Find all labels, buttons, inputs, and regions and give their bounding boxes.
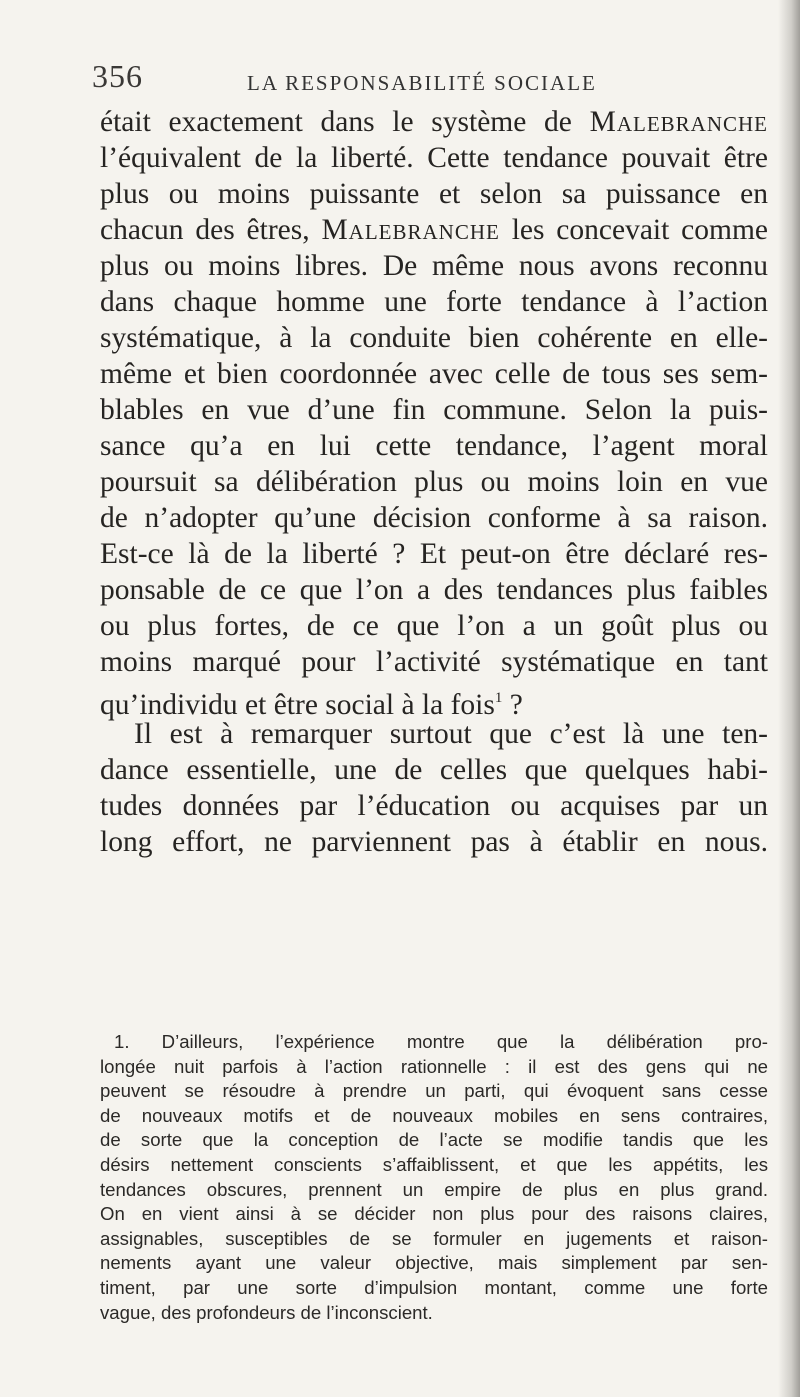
text-line: systématique, à la conduite bien cohérente en elle- xyxy=(100,322,768,354)
text-line: dance essentielle, une de celles que quelques habi- xyxy=(100,754,768,786)
text-line: chacun des êtres, Malebranche les concevait comme xyxy=(100,214,768,246)
footnote-line: de nouveaux motifs et de nouveaux mobiles en sens contraires, xyxy=(100,1104,768,1126)
footnote-line: nements ayant une valeur objective, mais simplement par sen- xyxy=(100,1252,768,1274)
text-line: Est-ce là de la liberté ? Et peut-on être déclaré res- xyxy=(100,538,768,570)
text-line: ponsable de ce que l’on a des tendances plus faibles xyxy=(100,574,768,606)
text-line: même et bien coordonnée avec celle de tous ses sem- xyxy=(100,358,768,390)
text-line: long effort, ne parviennent pas à établir en nous. xyxy=(100,826,768,858)
text-line: plus ou moins libres. De même nous avons reconnu xyxy=(100,250,768,282)
text-line: était exactement dans le système de Malebranche xyxy=(100,106,768,138)
text-line: ou plus fortes, de ce que l’on a un goût plus ou xyxy=(100,610,768,642)
author-name: Malebranche xyxy=(321,214,500,246)
footnote-line: assignables, susceptibles de se formuler en jugements et raison- xyxy=(100,1227,768,1249)
page-number: 356 xyxy=(92,58,143,94)
footnote-line: On en vient ainsi à se décider non plus pour des raisons claires, xyxy=(100,1203,768,1225)
running-title: LA RESPONSABILITÉ SOCIALE xyxy=(247,71,597,95)
footnote-reference: 1 xyxy=(494,690,503,706)
page-header xyxy=(92,58,772,98)
text-line: blables en vue d’une fin commune. Selon la puis- xyxy=(100,394,768,426)
footnote-line: 1. D’ailleurs, l’expérience montre que la délibération pro- xyxy=(114,1031,768,1052)
footnote-line: timent, par une sorte d’impulsion montant, comme une forte xyxy=(100,1276,768,1298)
footnote xyxy=(100,1030,768,1325)
text-line: moins marqué pour l’activité systématique en tant xyxy=(100,646,768,678)
footnote-line: tendances obscures, prennent un empire de plus en plus grand. xyxy=(100,1178,768,1200)
text-line: de n’adopter qu’une décision conforme à sa raison. xyxy=(100,502,768,534)
text-line: sance qu’a en lui cette tendance, l’agent moral xyxy=(100,430,768,462)
footnote-line: vague, des profondeurs de l’inconscient. xyxy=(100,1301,433,1323)
text-line: dans chaque homme une forte tendance à l’action xyxy=(100,286,768,318)
text-line: poursuit sa délibération plus ou moins loin en vue xyxy=(100,466,768,498)
text-line: l’équivalent de la liberté. Cette tendance pouvait être xyxy=(100,142,768,174)
text-line: qu’individu et être social à la fois$^1$ ? xyxy=(100,689,523,721)
footnote-line: longée nuit parfois à l’action rationnelle : il est des gens qui ne xyxy=(100,1055,768,1077)
footnote-line: peuvent se résoudre à prendre un parti, qui évoquent sans cesse xyxy=(100,1080,768,1102)
footnote-line: de sorte que la conception de l’acte se modifie tandis que les xyxy=(100,1129,768,1151)
footnote-line: désirs nettement conscients s’affaiblissent, et que les appétits, les xyxy=(100,1153,768,1175)
main-text xyxy=(100,104,768,860)
author-name: Malebranche xyxy=(589,106,768,138)
paragraph-start-line: Il est à remarquer surtout que c’est là une ten- xyxy=(134,718,768,750)
text-line: plus ou moins puissante et selon sa puissance en xyxy=(100,178,768,210)
page-edge-shadow xyxy=(778,0,800,1397)
text-line: tudes données par l’éducation ou acquises par un xyxy=(100,790,768,822)
